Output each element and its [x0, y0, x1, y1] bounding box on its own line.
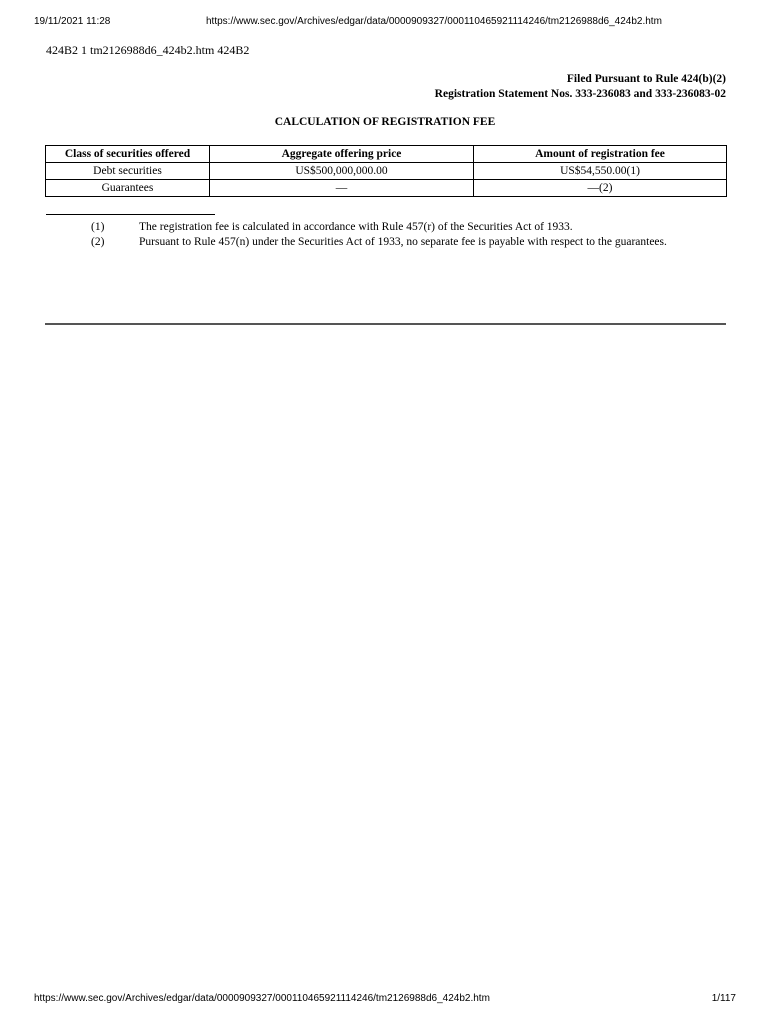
- print-footer: [34, 993, 736, 1009]
- fee-section-title: CALCULATION OF REGISTRATION FEE: [274, 116, 496, 128]
- cell-offering-price: US$500,000,000.00: [210, 163, 474, 180]
- footnote-item: [46, 235, 726, 250]
- registration-fee-table: [45, 145, 727, 197]
- footnote-text: Pursuant to Rule 457(n) under the Securities Act of 1933, no separate fee is payable with respect to the guarantees.: [139, 236, 667, 248]
- header-class-of-securities: Class of securities offered: [46, 146, 210, 163]
- cell-class: Guarantees: [46, 180, 210, 197]
- cell-offering-price: —: [210, 180, 474, 197]
- header-aggregate-offering-price: Aggregate offering price: [210, 146, 474, 163]
- document-title-line: 424B2 1 tm2126988d6_424b2.htm 424B2: [46, 43, 250, 57]
- cell-class: Debt securities: [46, 163, 210, 180]
- header-registration-fee: Amount of registration fee: [474, 146, 727, 163]
- print-header-url: https://www.sec.gov/Archives/edgar/data/0000909327/000110465921114246/tm2126988d6_424b2.htm: [206, 16, 662, 27]
- cell-fee: —(2): [474, 180, 727, 197]
- footnote-text: The registration fee is calculated in accordance with Rule 457(r) of the Securities Act of 1933.: [139, 221, 573, 233]
- print-datetime: 19/11/2021 11:28: [34, 16, 111, 27]
- table-row: [46, 163, 727, 180]
- footnote-item: [46, 220, 726, 235]
- cell-fee: US$54,550.00(1): [474, 163, 727, 180]
- page-number: 1/117: [711, 993, 736, 1004]
- table-row: [46, 180, 727, 197]
- footnote-number: (1): [91, 221, 105, 233]
- footnotes: [46, 220, 726, 250]
- section-divider: [45, 323, 726, 325]
- filing-rule-block: [435, 72, 726, 102]
- filed-pursuant-line: Filed Pursuant to Rule 424(b)(2): [566, 73, 726, 85]
- table-header-row: [46, 146, 727, 163]
- footnote-divider: [46, 214, 215, 215]
- print-header: [34, 16, 736, 32]
- print-footer-url: https://www.sec.gov/Archives/edgar/data/0000909327/000110465921114246/tm2126988d6_424b2.htm: [34, 993, 490, 1004]
- registration-statement-line: Registration Statement Nos. 333-236083 and 333-236083-02: [434, 88, 726, 100]
- footnote-number: (2): [91, 236, 105, 248]
